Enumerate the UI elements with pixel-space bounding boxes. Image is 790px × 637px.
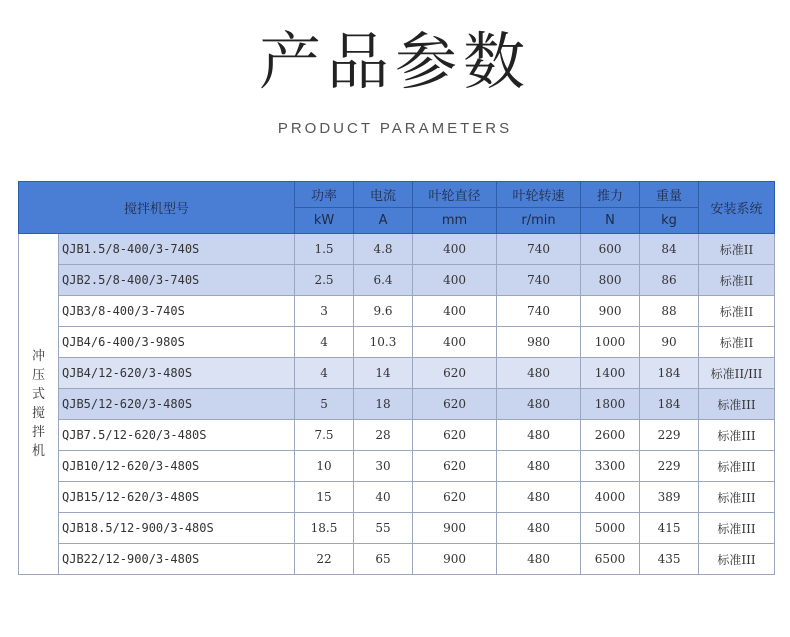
cell-current: 65 bbox=[354, 544, 413, 575]
cell-thrust: 5000 bbox=[581, 513, 640, 544]
cell-install: 标准II bbox=[699, 265, 775, 296]
cell-power: 10 bbox=[295, 451, 354, 482]
cell-current: 18 bbox=[354, 389, 413, 420]
cell-install: 标准II bbox=[699, 234, 775, 265]
cell-thrust: 3300 bbox=[581, 451, 640, 482]
cell-weight: 84 bbox=[640, 234, 699, 265]
cell-power: 18.5 bbox=[295, 513, 354, 544]
page-subtitle: PRODUCT PARAMETERS bbox=[277, 120, 513, 137]
cell-model: QJB10/12-620/3-480S bbox=[59, 451, 295, 482]
cell-speed: 740 bbox=[497, 234, 581, 265]
cell-install: 标准III bbox=[699, 389, 775, 420]
cell-diameter: 400 bbox=[413, 327, 497, 358]
cell-current: 40 bbox=[354, 482, 413, 513]
cell-thrust: 2600 bbox=[581, 420, 640, 451]
header-weight: 重量 bbox=[640, 182, 699, 208]
table-row bbox=[19, 513, 775, 544]
cell-install: 标准II bbox=[699, 327, 775, 358]
category-label-text: 冲压式搅拌机 bbox=[31, 349, 45, 459]
page-title: 产品参数 bbox=[258, 25, 531, 98]
cell-weight: 229 bbox=[640, 420, 699, 451]
cell-weight: 184 bbox=[640, 389, 699, 420]
cell-speed: 480 bbox=[497, 513, 581, 544]
cell-diameter: 400 bbox=[413, 234, 497, 265]
header-thrust-unit: N bbox=[581, 208, 640, 234]
table-row bbox=[19, 451, 775, 482]
table-row bbox=[19, 296, 775, 327]
cell-thrust: 800 bbox=[581, 265, 640, 296]
cell-model: QJB2.5/8-400/3-740S bbox=[59, 265, 295, 296]
cell-current: 55 bbox=[354, 513, 413, 544]
header-speed: 叶轮转速 bbox=[497, 182, 581, 208]
cell-install: 标准II bbox=[699, 296, 775, 327]
table-body bbox=[19, 234, 775, 575]
cell-power: 1.5 bbox=[295, 234, 354, 265]
cell-current: 9.6 bbox=[354, 296, 413, 327]
cell-diameter: 400 bbox=[413, 296, 497, 327]
cell-install: 标准III bbox=[699, 420, 775, 451]
cell-diameter: 400 bbox=[413, 265, 497, 296]
cell-install: 标准III bbox=[699, 544, 775, 575]
parameters-table bbox=[18, 181, 775, 575]
cell-model: QJB18.5/12-900/3-480S bbox=[59, 513, 295, 544]
header-install: 安装系统 bbox=[699, 182, 775, 234]
cell-current: 30 bbox=[354, 451, 413, 482]
cell-weight: 90 bbox=[640, 327, 699, 358]
cell-speed: 480 bbox=[497, 389, 581, 420]
cell-diameter: 620 bbox=[413, 482, 497, 513]
header-power: 功率 bbox=[295, 182, 354, 208]
header-power-unit: kW bbox=[295, 208, 354, 234]
cell-weight: 435 bbox=[640, 544, 699, 575]
table-row bbox=[19, 420, 775, 451]
cell-weight: 229 bbox=[640, 451, 699, 482]
cell-power: 5 bbox=[295, 389, 354, 420]
cell-thrust: 900 bbox=[581, 296, 640, 327]
cell-speed: 480 bbox=[497, 451, 581, 482]
cell-install: 标准II/III bbox=[699, 358, 775, 389]
table-row bbox=[19, 389, 775, 420]
cell-thrust: 6500 bbox=[581, 544, 640, 575]
table-row bbox=[19, 544, 775, 575]
cell-weight: 415 bbox=[640, 513, 699, 544]
cell-diameter: 620 bbox=[413, 420, 497, 451]
cell-speed: 740 bbox=[497, 265, 581, 296]
table-row bbox=[19, 358, 775, 389]
cell-weight: 184 bbox=[640, 358, 699, 389]
cell-diameter: 620 bbox=[413, 389, 497, 420]
cell-power: 3 bbox=[295, 296, 354, 327]
cell-power: 15 bbox=[295, 482, 354, 513]
cell-model: QJB22/12-900/3-480S bbox=[59, 544, 295, 575]
cell-model: QJB3/8-400/3-740S bbox=[59, 296, 295, 327]
header-current-unit: A bbox=[354, 208, 413, 234]
cell-speed: 980 bbox=[497, 327, 581, 358]
cell-power: 4 bbox=[295, 327, 354, 358]
cell-install: 标准III bbox=[699, 513, 775, 544]
cell-weight: 86 bbox=[640, 265, 699, 296]
header-weight-unit: kg bbox=[640, 208, 699, 234]
cell-power: 7.5 bbox=[295, 420, 354, 451]
header-diameter: 叶轮直径 bbox=[413, 182, 497, 208]
cell-thrust: 4000 bbox=[581, 482, 640, 513]
cell-weight: 389 bbox=[640, 482, 699, 513]
cell-current: 4.8 bbox=[354, 234, 413, 265]
cell-thrust: 1800 bbox=[581, 389, 640, 420]
cell-install: 标准III bbox=[699, 482, 775, 513]
table-row bbox=[19, 265, 775, 296]
cell-current: 10.3 bbox=[354, 327, 413, 358]
header-model: 搅拌机型号 bbox=[19, 182, 295, 234]
cell-install: 标准III bbox=[699, 451, 775, 482]
cell-power: 2.5 bbox=[295, 265, 354, 296]
header-current: 电流 bbox=[354, 182, 413, 208]
cell-diameter: 900 bbox=[413, 513, 497, 544]
category-label bbox=[19, 234, 59, 575]
cell-speed: 480 bbox=[497, 420, 581, 451]
cell-current: 28 bbox=[354, 420, 413, 451]
cell-thrust: 1000 bbox=[581, 327, 640, 358]
cell-model: QJB1.5/8-400/3-740S bbox=[59, 234, 295, 265]
table-row bbox=[19, 482, 775, 513]
cell-weight: 88 bbox=[640, 296, 699, 327]
cell-speed: 480 bbox=[497, 482, 581, 513]
cell-speed: 480 bbox=[497, 358, 581, 389]
cell-model: QJB5/12-620/3-480S bbox=[59, 389, 295, 420]
cell-model: QJB7.5/12-620/3-480S bbox=[59, 420, 295, 451]
header-thrust: 推力 bbox=[581, 182, 640, 208]
cell-speed: 740 bbox=[497, 296, 581, 327]
cell-current: 6.4 bbox=[354, 265, 413, 296]
cell-diameter: 620 bbox=[413, 451, 497, 482]
cell-diameter: 620 bbox=[413, 358, 497, 389]
cell-model: QJB4/6-400/3-980S bbox=[59, 327, 295, 358]
cell-model: QJB4/12-620/3-480S bbox=[59, 358, 295, 389]
header-speed-unit: r/min bbox=[497, 208, 581, 234]
table-header bbox=[19, 182, 775, 234]
cell-thrust: 1400 bbox=[581, 358, 640, 389]
cell-speed: 480 bbox=[497, 544, 581, 575]
cell-model: QJB15/12-620/3-480S bbox=[59, 482, 295, 513]
cell-current: 14 bbox=[354, 358, 413, 389]
cell-diameter: 900 bbox=[413, 544, 497, 575]
cell-power: 4 bbox=[295, 358, 354, 389]
cell-thrust: 600 bbox=[581, 234, 640, 265]
header-diameter-unit: mm bbox=[413, 208, 497, 234]
cell-power: 22 bbox=[295, 544, 354, 575]
table-row bbox=[19, 234, 775, 265]
table-row bbox=[19, 327, 775, 358]
